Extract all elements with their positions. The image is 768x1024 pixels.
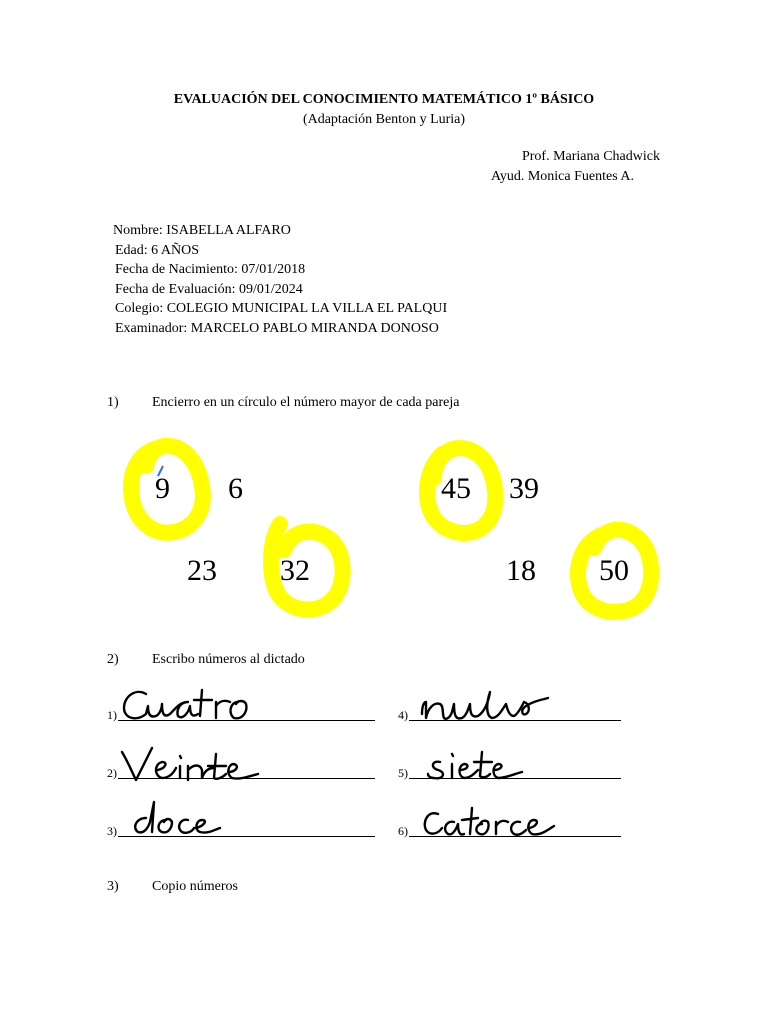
pair-1-b: 6 (228, 472, 243, 505)
pair-2-a: 45 (441, 472, 471, 505)
student-info (113, 221, 447, 338)
pair-3-a: 23 (187, 554, 217, 587)
dictation-item-number: 2) (107, 766, 117, 780)
handwriting-veinte (118, 742, 278, 784)
pair-1-a: 9 (155, 472, 170, 505)
handwriting-cuatro (118, 680, 278, 725)
question-1-number: 1) (107, 395, 119, 410)
dictation-item-number: 3) (107, 824, 117, 838)
dictation-item-number: 5) (398, 766, 408, 780)
examiner: Examinador: MARCELO PABLO MIRANDA DONOSO (115, 320, 439, 336)
dictation-item-number: 1) (107, 708, 117, 722)
pair-3-b: 32 (280, 554, 310, 587)
document-subtitle: (Adaptación Benton y Luria) (302, 112, 466, 127)
student-age: Edad: 6 AÑOS (115, 242, 199, 258)
handwriting-doce (126, 798, 236, 838)
pair-4-b: 50 (599, 554, 629, 587)
assistant-name: Ayud. Monica Fuentes A. (491, 169, 634, 184)
question-1-text: Encierro en un círculo el número mayor de cada pareja (152, 395, 460, 410)
question-3-number: 3) (107, 879, 119, 894)
pair-4-a: 18 (506, 554, 536, 587)
handwriting-nueve (410, 684, 570, 724)
document-title: EVALUACIÓN DEL CONOCIMIENTO MATEMÁTICO 1º BÁSICO (173, 92, 595, 107)
school: Colegio: COLEGIO MUNICIPAL LA VILLA EL PALQUI (115, 301, 448, 316)
student-name: Nombre: ISABELLA ALFARO (113, 223, 291, 238)
dictation-item-number: 4) (398, 708, 408, 722)
evaluation-date: Fecha de Evaluación: 09/01/2024 (115, 281, 303, 297)
professor-name: Prof. Mariana Chadwick (521, 149, 660, 164)
birth-date: Fecha de Nacimiento: 07/01/2018 (115, 262, 306, 277)
question-3-text: Copio números (152, 879, 238, 894)
pen-mark-icon (156, 464, 166, 478)
handwriting-siete (424, 748, 544, 784)
dictation-item-number: 6) (398, 824, 408, 838)
handwriting-catorce (420, 800, 560, 838)
pair-2-b: 39 (509, 472, 539, 505)
question-2-number: 2) (107, 652, 119, 667)
question-2-text: Escribo números al dictado (152, 652, 305, 667)
